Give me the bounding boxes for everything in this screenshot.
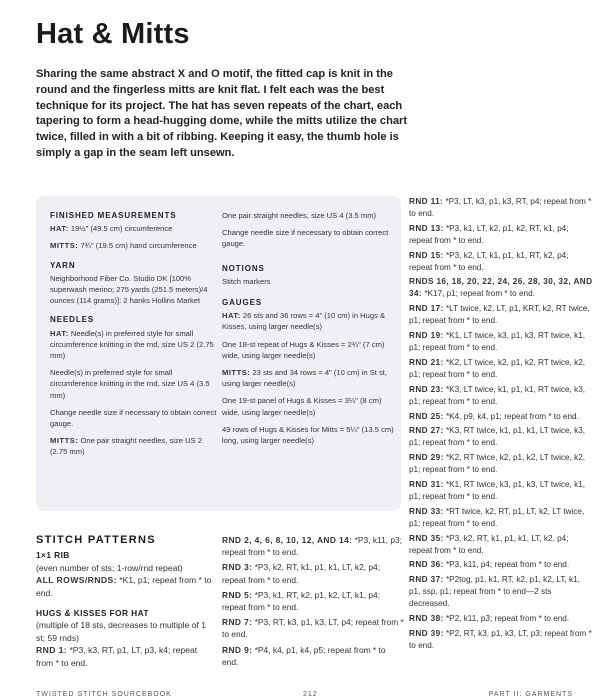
round-text: *LT twice, k2, LT, p1, KRT, k2, RT twice, p1; repeat from * to end. [409,304,590,326]
round-text: *K1, LT twice, k3, p1, k3, RT twice, k1, p1; repeat from * to end. [409,331,586,352]
round-text: *P3, k11, p4; repeat from * to end. [445,560,570,570]
round-row [409,628,593,652]
round-label: RND 19: [409,331,444,341]
round-row [222,616,404,640]
finished-hat-label: HAT: [50,224,69,234]
gauges-hat-label: HAT: [222,311,241,321]
footer-page-number: 212 [303,691,318,698]
yarn-heading: YARN [50,260,76,270]
round-text: *P4, k4, p1, k4, p5; repeat from * to end. [222,644,386,667]
round-row [222,644,404,668]
round-text: *K3, LT twice, k1, p1, k1, RT twice, k3, p1; repeat from * to end. [409,384,586,406]
finished-mitts-text: 7¾" (19.5 cm) hand circumference [80,241,197,251]
round-label: RND 17: [409,304,444,314]
round-text: *K17, p1; repeat from * to end. [424,289,535,299]
round-row [409,506,593,530]
gauges-hat-text: 26 sts and 36 rows = 4" (10 cm) in Hugs & Kisses, using larger needle(s) [222,311,386,332]
round-label: RND 9: [222,644,253,655]
round-row [409,276,593,300]
round-row [409,357,593,381]
round-row [409,411,593,423]
gauges-mitts-label: MITTS: [222,368,251,378]
round-label: RND 3: [222,562,253,573]
needles-hat-label: HAT: [50,328,69,338]
round-text: *K2, LT twice, k2, p1, k2, RT twice, k2, p1; repeat from * to end. [409,357,586,379]
finished-mitts-label: MITTS: [50,241,79,251]
round-text: *K1, RT twice, k3, p1, k3, LT twice, k1, p1; repeat from * to end. [409,480,586,501]
needles-hat-2: Needle(s) in preferred style for small circumference knitting in the rnd, size US 4 (3.5 mm) [50,368,210,400]
round-label: RND 39: [409,629,444,638]
round-label: RND 38: [409,614,444,624]
round-label: RND 27: [409,426,444,436]
round-row [409,223,593,247]
notions-text: Stitch markers [222,276,271,286]
notions-heading: NOTIONS [222,263,265,273]
finished-hat-text: 19½" (49.5 cm) circumference [70,224,173,234]
round-text: *P3, k2, RT, k1, p1, k1, LT, k2, p4; repeat from * to end. [222,562,381,585]
round-label: RNDS 16, 18, 20, 22, 24, 26, 28, 30, 32, AND 34: [409,277,593,299]
round-text: *K3, RT twice, k1, p1, k1, LT twice, k3, p1; repeat from * to end. [409,426,586,448]
round-label: RND 31: [409,480,444,490]
rib-sub: (even number of sts; 1-row/rnd repeat) [36,562,183,573]
round-row [409,574,593,610]
round-label: RND 23: [409,384,444,394]
round-text: *P3, LT, k3, p1, k3, RT, p4; repeat from * to end. [409,197,592,218]
needles-mitts [50,435,218,457]
round-label: RND 29: [409,453,444,463]
round-label: RND 5: [222,589,253,600]
footer-book-title: TWISTED STITCH SOURCEBOOK [36,691,172,698]
footer-section: PART II: GARMENTS [488,691,573,698]
round-row [409,196,593,220]
round-label: RND 11: [409,197,444,206]
round-label: RND 25: [409,411,444,421]
gauges-49-rows: 49 rows of Hugs & Kisses for Mitts = 5¼" (13.5 cm) long, using larger needle(s) [222,424,394,446]
round-row [409,559,593,571]
round-text: *K4, p9, k4, p1; repeat from * to end. [445,411,579,421]
round-text: *P2tog, p1, k1, RT, k2, p1, k2, LT, k1, p1, ssp, p1; repeat from * to end—2 sts decreased. [409,575,580,609]
round-row [409,452,593,476]
round-row [409,613,593,625]
round-label: RND 13: [409,223,444,233]
round-text: *P3, k1, RT, k2, p1, k2, LT, k1, p4; repeat from * to end. [222,589,381,613]
needles-hat-text: Needle(s) in preferred style for small circumference knitting in the rnd, size US 2 (2.75 mm) [50,328,214,361]
needles-mitts-label: MITTS: [50,436,79,446]
round-text: *RT twice, k2, RT, p1, LT, k2, LT twice, p1; repeat from * to end. [409,506,585,528]
finished-heading: FINISHED MEASUREMENTS [50,211,177,220]
round-label: RND 37: [409,575,444,585]
round-text: *P3, k2, LT, k1, p1, k1, RT, k2, p4; repeat from * to end. [409,250,569,272]
round-label: RND 35: [409,533,444,543]
round-text: *P2, RT, k3, p1, k3, LT, p3; repeat from * to end. [409,629,592,650]
round-label: RND 1: [36,645,68,656]
round-row [409,330,593,354]
round-label: RND 36: [409,560,444,570]
round-row [222,589,404,613]
specs-right-column [222,210,394,452]
round-row [222,561,404,585]
gauges-mitts-text: 23 sts and 34 rows = 4" (10 cm) in St st, using larger needle(s) [222,368,388,389]
needles-mitts-2: One pair straight needles, size US 4 (3.5 mm) [222,211,377,220]
hugs-kisses-sub: (multiple of 18 sts, decreases to multiple of 1 st; 59 rnds) [36,620,207,643]
rounds-middle-column [222,534,404,671]
needles-mitts-text: One pair straight needles, size US 2 (2.75 mm) [50,436,203,457]
gauges-heading: GAUGES [222,298,263,308]
intro-paragraph: Sharing the same abstract X and O motif, the fitted cap is knit in the round and the fingerless mitts are knit flat. I felt each was the best technique for its project. The hat has seven repeats of the chart, each tapering to form a head-hugging dome, while the mitts utilize the chart twice, filled in with a bit of ribbing. Keeping it easy, the thumb hole is simply a gap in the seam left unsewn. [36,68,408,159]
rib-label: ALL ROWS/RNDS: [36,575,117,586]
round-row [409,384,593,408]
round-label: RND 33: [409,506,444,516]
rib-row [36,574,212,599]
round-row [222,534,404,558]
round-text: *P2, k11, p3; repeat from * to end. [445,614,570,624]
needles-hat [50,328,218,362]
yarn-text: Neighborhood Fiber Co. Studio DK [100% superwash merino; 275 yards (251.5 meters)/4 ounces (114 grams)]: 2 hanks Hollins Market [50,273,208,306]
round-text: *P3, k1, LT, k2, p1, k2, RT, k1, p4; repeat from * to end. [409,223,569,245]
finished-mitts [50,240,218,251]
stitch-patterns-heading: STITCH PATTERNS [36,534,156,546]
page-title: Hat & Mitts [36,18,190,50]
specs-left-column [50,210,218,464]
rib-heading: 1×1 RIB [36,550,70,561]
hugs-kisses-heading: HUGS & KISSES FOR HAT [36,608,149,619]
needles-heading: NEEDLES [50,315,95,325]
finished-hat [50,223,218,234]
rounds-right-column [409,196,593,655]
round-text: *K2, RT twice, k2, p1, k2, LT twice, k2, p1; repeat from * to end. [409,453,586,475]
gauges-panel-19: One 19-st panel of Hugs & Kisses = 3¼" (8 cm) wide, using larger needle(s) [222,396,382,417]
rib-text: *K1, p1; repeat from * to end. [36,575,212,598]
round-row [409,250,593,274]
needles-change-2: Change needle size if necessary to obtain correct gauge. [222,228,389,249]
round-label: RND 7: [222,617,253,628]
round-row [36,644,212,669]
gauges-hat [222,310,394,332]
round-label: RND 21: [409,357,444,367]
round-text: *P3, k11, p3; repeat from * to end. [222,535,402,558]
round-row [409,479,593,503]
round-row [409,303,593,327]
needles-change: Change needle size if necessary to obtain correct gauge. [50,407,217,429]
round-label: RND 2, 4, 6, 8, 10, 12, AND 14: [222,535,353,545]
round-text: *P3, k3, RT, p1, LT, p3, k4; repeat from * to end. [36,645,198,668]
gauges-mitts [222,367,394,389]
round-row [409,533,593,557]
round-text: *P3, RT, k3, p1, k3, LT, p4; repeat from * to end. [222,617,404,640]
gauges-repeat-18: One 18-st repeat of Hugs & Kisses = 2¾" (7 cm) wide, using larger needle(s) [222,339,385,360]
stitch-patterns-section [36,534,212,669]
round-row [409,425,593,449]
round-text: *P3, k2, RT, k1, p1, k1, LT, k2, p4; repeat from * to end. [409,533,569,555]
round-label: RND 15: [409,250,444,260]
